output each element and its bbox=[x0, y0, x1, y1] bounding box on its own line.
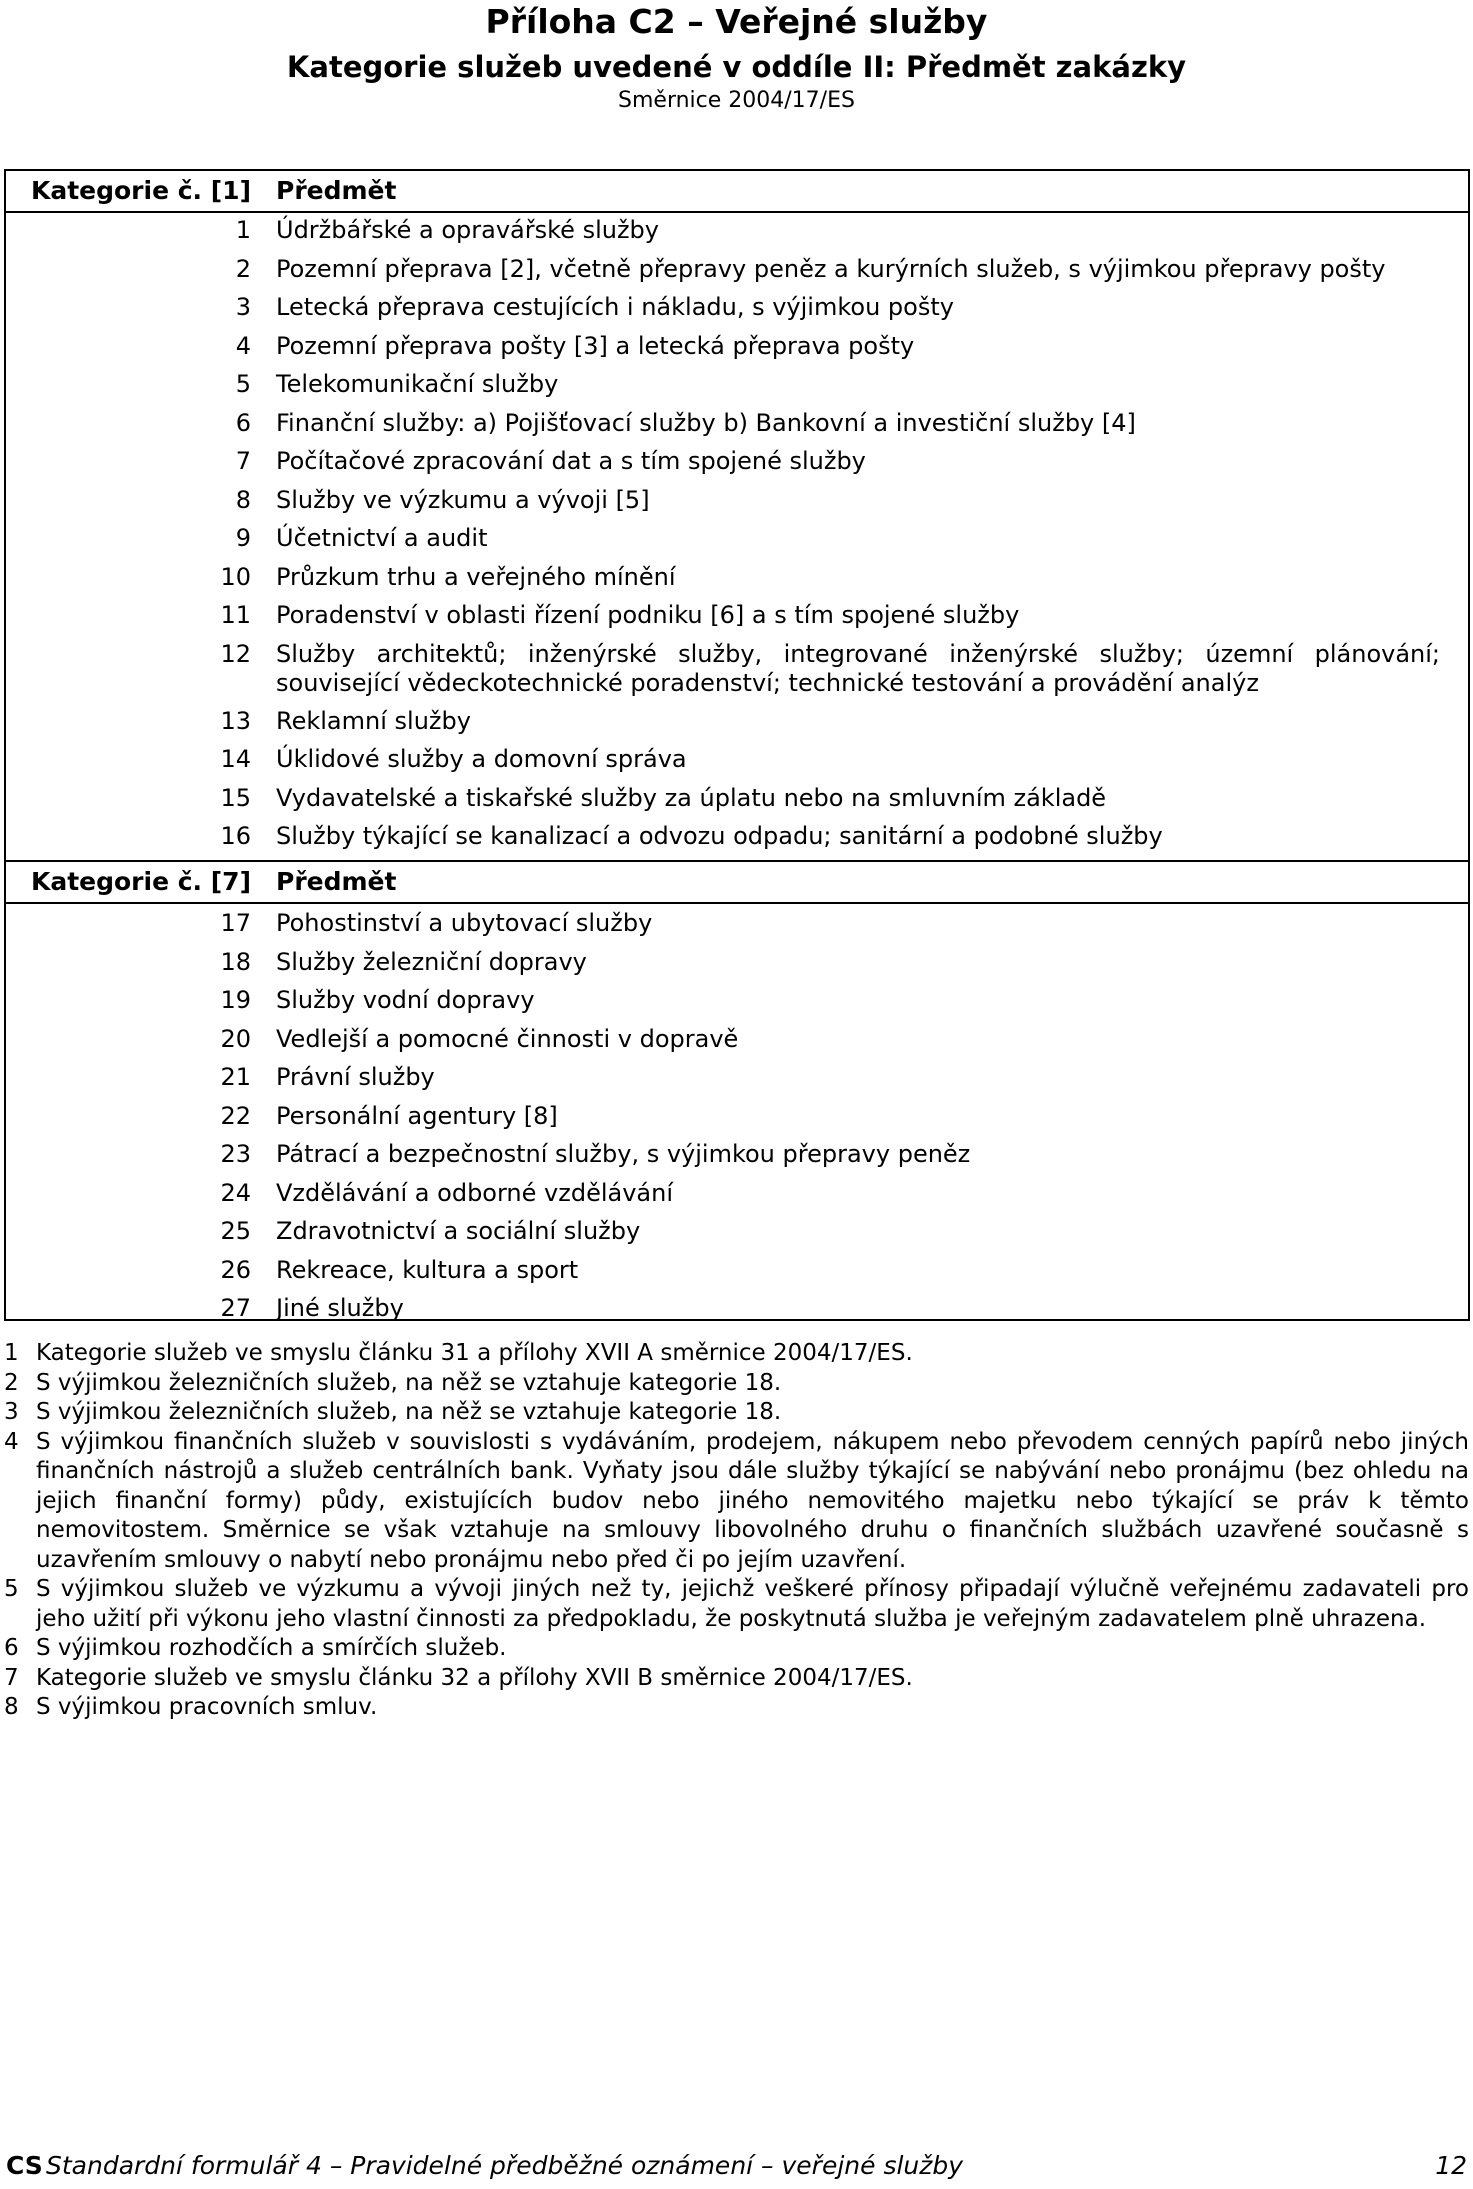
footnote bbox=[0, 1664, 1473, 1694]
footnote-number: 5 bbox=[4, 1576, 19, 1602]
table-row bbox=[6, 635, 1468, 702]
footnote-number: 2 bbox=[4, 1369, 19, 1396]
category-number: 25 bbox=[220, 1217, 251, 1245]
subject-column-header: Předmět bbox=[276, 867, 397, 896]
category-number: 5 bbox=[235, 370, 251, 398]
footnote bbox=[0, 1693, 1473, 1723]
category-description: Služby týkající se kanalizací a odvozu odpadu; sanitární a podobné služby bbox=[276, 822, 1163, 850]
footnote-number: 7 bbox=[4, 1664, 19, 1691]
service-category-table bbox=[4, 169, 1470, 1321]
category-description: Služby vodní dopravy bbox=[276, 986, 535, 1014]
table-row bbox=[6, 250, 1468, 289]
category-column-header: Kategorie č. [1] bbox=[30, 176, 251, 205]
category-description: Letecká přeprava cestujících i nákladu, s výjimkou pošty bbox=[276, 293, 954, 321]
section2-rows bbox=[6, 904, 1468, 1328]
category-number: 4 bbox=[235, 331, 251, 360]
table-row bbox=[6, 1174, 1468, 1213]
category-number: 26 bbox=[220, 1255, 251, 1284]
category-description: Služby architektů; inženýrské služby, integrované inženýrské služby; územní plánování; související vědeckotechnické poradenství; technické testování a provádění analýz bbox=[276, 639, 1440, 697]
category-description: Poradenství v oblasti řízení podniku [6] a s tím spojené služby bbox=[276, 601, 1020, 629]
footnote bbox=[0, 1339, 1473, 1369]
footnote-text: S výjimkou rozhodčích a smírčích služeb. bbox=[36, 1635, 507, 1661]
table-row bbox=[6, 1212, 1468, 1251]
category-description: Pohostinství a ubytovací služby bbox=[276, 909, 653, 937]
category-description: Služby ve výzkumu a vývoji [5] bbox=[276, 485, 650, 514]
page-number: 12 bbox=[1435, 2151, 1467, 2180]
table-row bbox=[6, 817, 1468, 856]
table-row bbox=[6, 1058, 1468, 1097]
table-header-row bbox=[6, 171, 1468, 213]
table-row bbox=[6, 1097, 1468, 1136]
language-code: CS bbox=[6, 2151, 43, 2180]
category-description: Právní služby bbox=[276, 1063, 435, 1091]
category-number: 13 bbox=[220, 706, 251, 735]
category-number: 2 bbox=[235, 254, 251, 283]
category-number: 6 bbox=[235, 408, 251, 437]
table-row bbox=[6, 779, 1468, 818]
section1-rows bbox=[6, 211, 1468, 856]
footnote-text: S výjimkou pracovních smluv. bbox=[36, 1694, 378, 1720]
category-number: 23 bbox=[220, 1140, 251, 1168]
category-number: 20 bbox=[220, 1024, 251, 1053]
footnote-number: 3 bbox=[4, 1399, 19, 1425]
category-number: 3 bbox=[235, 293, 251, 321]
table-row bbox=[6, 702, 1468, 741]
table-row bbox=[6, 596, 1468, 635]
subject-column-header: Předmět bbox=[276, 176, 397, 205]
category-number: 15 bbox=[220, 783, 251, 812]
table-header-row bbox=[6, 860, 1468, 904]
category-description: Pátrací a bezpečnostní služby, s výjimkou přepravy peněz bbox=[276, 1140, 971, 1168]
category-number: 16 bbox=[220, 822, 251, 850]
category-description: Počítačové zpracování dat a s tím spojené služby bbox=[276, 447, 866, 475]
category-number: 27 bbox=[220, 1294, 251, 1322]
table-row bbox=[6, 1135, 1468, 1174]
category-number: 1 bbox=[235, 216, 251, 244]
category-number: 10 bbox=[220, 562, 251, 591]
table-row bbox=[6, 904, 1468, 943]
footnote-number: 1 bbox=[4, 1340, 19, 1366]
table-row bbox=[6, 981, 1468, 1020]
footnote bbox=[0, 1634, 1473, 1664]
table-row bbox=[6, 1289, 1468, 1328]
category-number: 19 bbox=[220, 986, 251, 1014]
footnote bbox=[0, 1575, 1473, 1634]
table-row bbox=[6, 288, 1468, 327]
category-number: 24 bbox=[220, 1178, 251, 1207]
footnote-text: Kategorie služeb ve smyslu článku 31 a přílohy XVII A směrnice 2004/17/ES. bbox=[36, 1340, 913, 1366]
footnote-text: S výjimkou finančních služeb v souvislosti s vydáváním, prodejem, nákupem nebo převodem cenných papírů nebo jiných finančních nástrojů a služeb centrálních bank. Vyňaty jsou dále služby týkající se nabývání nebo pronájmu (bez ohledu na jejich finanční formy) půdy, existujících budov nebo jiného nemovitého majetku nebo týkající se práv k těmto nemovitostem. Směrnice se však vztahuje na smlouvy libovolného druhu o finančních službách uzavřené současně s uzavřením smlouvy o nabytí nebo pronájmu nebo před či po jejím uzavření. bbox=[36, 1428, 1469, 1573]
footnote-text: Kategorie služeb ve smyslu článku 32 a přílohy XVII B směrnice 2004/17/ES. bbox=[36, 1664, 913, 1691]
category-number: 8 bbox=[235, 485, 251, 514]
category-description: Služby železniční dopravy bbox=[276, 947, 587, 976]
table-row bbox=[6, 1251, 1468, 1290]
category-description: Vedlejší a pomocné činnosti v dopravě bbox=[276, 1024, 739, 1053]
footnote-number: 4 bbox=[4, 1428, 19, 1455]
page-title: Příloha C2 – Veřejné služby bbox=[485, 2, 988, 41]
directive-reference: Směrnice 2004/17/ES bbox=[618, 88, 855, 113]
footnote bbox=[0, 1398, 1473, 1428]
footnote-text: S výjimkou služeb ve výzkumu a vývoji jiných než ty, jejichž veškeré přínosy připadají výlučně veřejnému zadavateli pro jeho užití při výkonu jeho vlastní činnosti za předpokladu, že poskytnutá služba je veřejným zadavatelem plně uhrazena. bbox=[36, 1576, 1469, 1632]
category-description: Pozemní přeprava pošty [3] a letecká přeprava pošty bbox=[276, 331, 915, 360]
page-subtitle: Kategorie služeb uvedené v oddíle II: Předmět zakázky bbox=[286, 50, 1187, 84]
table-row bbox=[6, 740, 1468, 779]
category-description: Rekreace, kultura a sport bbox=[276, 1255, 579, 1284]
footnote-number: 8 bbox=[4, 1694, 19, 1720]
footnote-text: S výjimkou železničních služeb, na něž se vztahuje kategorie 18. bbox=[36, 1399, 782, 1425]
category-description: Telekomunikační služby bbox=[276, 370, 559, 398]
table-row bbox=[6, 519, 1468, 558]
table-row bbox=[6, 404, 1468, 443]
category-number: 14 bbox=[220, 745, 251, 773]
category-number: 17 bbox=[220, 909, 251, 937]
category-description: Průzkum trhu a veřejného mínění bbox=[276, 562, 676, 591]
footnote bbox=[0, 1369, 1473, 1399]
category-description: Reklamní služby bbox=[276, 706, 471, 735]
category-description: Personální agentury [8] bbox=[276, 1101, 558, 1130]
table-row bbox=[6, 442, 1468, 481]
category-number: 22 bbox=[220, 1101, 251, 1130]
table-row bbox=[6, 558, 1468, 597]
form-title: Standardní formulář 4 – Pravidelné předběžné oznámení – veřejné služby bbox=[46, 2151, 964, 2180]
footnotes bbox=[0, 1339, 1473, 1723]
category-description: Finanční služby: a) Pojišťovací služby b) Bankovní a investiční služby [4] bbox=[276, 408, 1136, 437]
page-footer bbox=[0, 2148, 1473, 2184]
category-number: 12 bbox=[220, 639, 251, 668]
table-row bbox=[6, 365, 1468, 404]
category-description: Údržbářské a opravářské služby bbox=[276, 216, 659, 244]
table-row bbox=[6, 211, 1468, 250]
table-row bbox=[6, 943, 1468, 982]
category-description: Zdravotnictví a sociální služby bbox=[276, 1217, 641, 1245]
footnote-number: 6 bbox=[4, 1635, 19, 1661]
category-number: 21 bbox=[220, 1063, 251, 1091]
category-description: Vzdělávání a odborné vzdělávání bbox=[276, 1178, 673, 1207]
table-row bbox=[6, 1020, 1468, 1059]
table-row bbox=[6, 481, 1468, 520]
category-number: 11 bbox=[220, 601, 251, 629]
category-number: 9 bbox=[235, 524, 251, 552]
category-description: Pozemní přeprava [2], včetně přepravy peněz a kurýrních služeb, s výjimkou přepravy pošty bbox=[276, 254, 1386, 283]
category-number: 18 bbox=[220, 947, 251, 976]
category-number: 7 bbox=[235, 447, 251, 475]
category-description: Vydavatelské a tiskařské služby za úplatu nebo na smluvním základě bbox=[276, 783, 1107, 812]
footnote bbox=[0, 1428, 1473, 1576]
footnote-text: S výjimkou železničních služeb, na něž se vztahuje kategorie 18. bbox=[36, 1369, 782, 1396]
category-description: Účetnictví a audit bbox=[276, 524, 488, 552]
table-row bbox=[6, 327, 1468, 366]
category-description: Jiné služby bbox=[276, 1294, 404, 1322]
category-description: Úklidové služby a domovní správa bbox=[276, 745, 687, 773]
category-column-header: Kategorie č. [7] bbox=[30, 867, 251, 896]
